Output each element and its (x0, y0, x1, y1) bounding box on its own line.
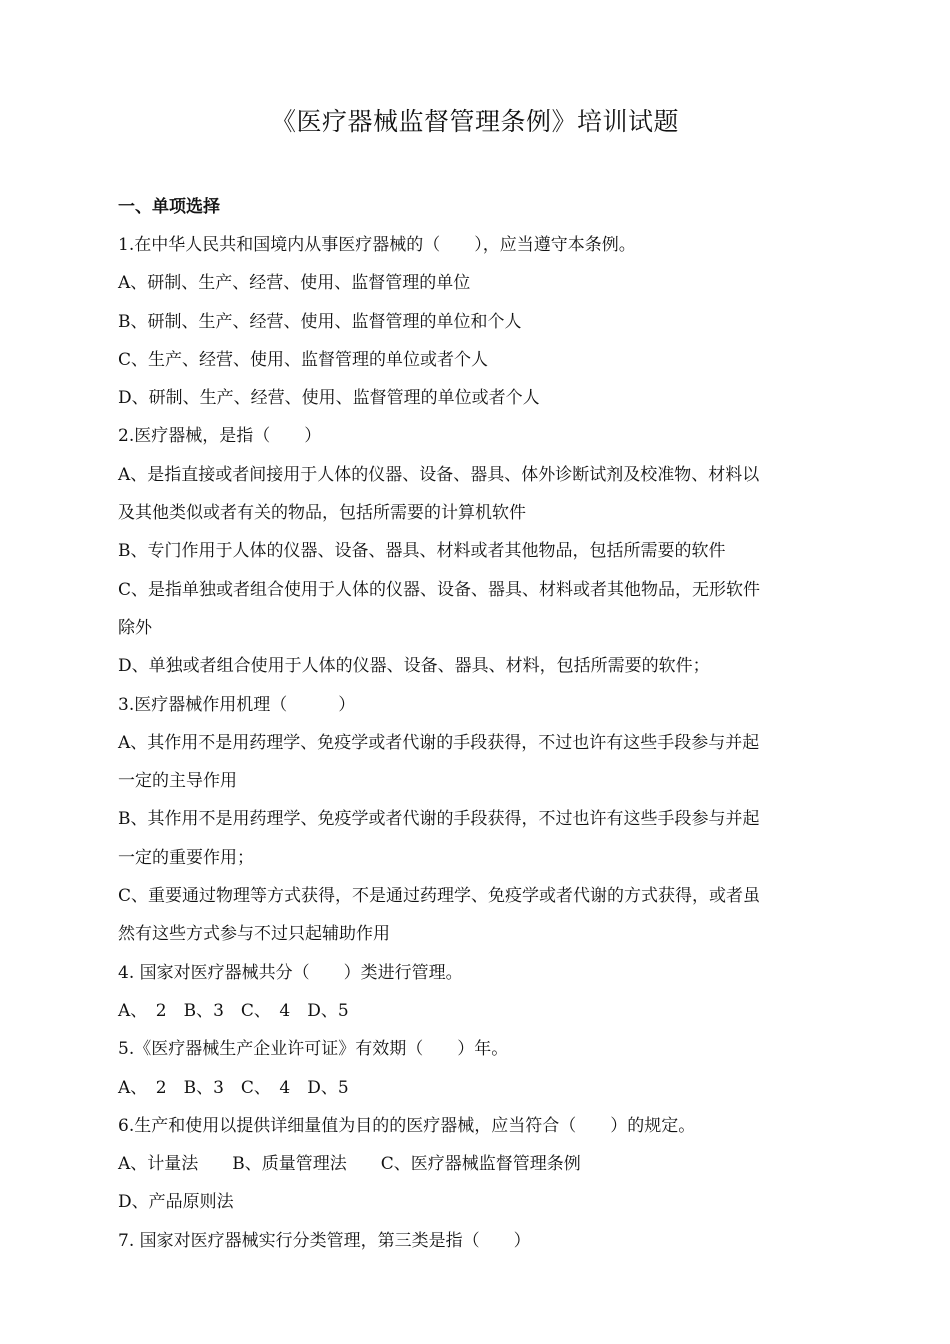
question-2-option-a-line-1: A、是指直接或者间接用于人体的仪器、设备、器具、体外诊断试剂及校准物、材料以 (118, 464, 760, 485)
question-2-option-c-line-1: C、是指单独或者组合使用于人体的仪器、设备、器具、材料或者其他物品，无形软件 (118, 579, 761, 600)
question-2-option-d: D、单独或者组合使用于人体的仪器、设备、器具、材料，包括所需要的软件； (118, 656, 710, 677)
question-1: 1.在中华人民共和国境内从事医疗器械的（ ），应当遵守本条例。 (118, 235, 636, 255)
question-6: 6.生产和使用以提供详细量值为目的的医疗器械，应当符合（ ）的规定。 (118, 1115, 696, 1136)
question-5-options: A、 2 B、3 C、 4 D、5 (118, 1077, 349, 1098)
question-7: 7. 国家对医疗器械实行分类管理，第三类是指（ ） (118, 1230, 531, 1251)
question-1-option-d: D、研制、生产、经营、使用、监督管理的单位或者个人 (118, 388, 540, 409)
question-1-option-b: B、研制、生产、经营、使用、监督管理的单位和个人 (118, 311, 522, 332)
question-1-option-a: A、研制、生产、经营、使用、监督管理的单位 (118, 273, 471, 294)
question-3-option-b-line-2: 一定的重要作用； (118, 847, 254, 868)
question-3-option-a-line-1: A、其作用不是用药理学、免疫学或者代谢的手段获得，不过也许有这些手段参与并起 (118, 732, 760, 753)
question-3: 3.医疗器械作用机理（ ） (118, 694, 356, 715)
question-3-option-c-line-1: C、重要通过物理等方式获得，不是通过药理学、免疫学或者代谢的方式获得，或者虽 (118, 886, 761, 907)
question-6-option-d: D、产品原则法 (118, 1192, 234, 1213)
question-4: 4. 国家对医疗器械共分（ ）类进行管理。 (118, 962, 463, 983)
question-3-option-c-line-2: 然有这些方式参与不过只起辅助作用 (118, 924, 390, 945)
question-2-option-c-line-2: 除外 (118, 617, 152, 638)
question-6-options-abc: A、计量法 B、质量管理法 C、医疗器械监督管理条例 (118, 1154, 581, 1175)
question-2-option-a-line-2: 及其他类似或者有关的物品，包括所需要的计算机软件 (118, 503, 526, 524)
question-1-option-c: C、生产、经营、使用、监督管理的单位或者个人 (118, 349, 489, 370)
question-4-options: A、 2 B、3 C、 4 D、5 (118, 1000, 349, 1021)
section-heading: 一、单项选择 (118, 197, 220, 217)
document-title: 《医疗器械监督管理条例》培训试题 (270, 107, 679, 136)
question-2-option-b: B、专门作用于人体的仪器、设备、器具、材料或者其他物品，包括所需要的软件 (118, 541, 726, 562)
question-5: 5.《医疗器械生产企业许可证》有效期（ ）年。 (118, 1039, 509, 1060)
question-3-option-a-line-2: 一定的主导作用 (118, 771, 237, 792)
question-2: 2.医疗器械，是指（ ） (118, 426, 322, 447)
question-3-option-b-line-1: B、其作用不是用药理学、免疫学或者代谢的手段获得，不过也许有这些手段参与并起 (118, 809, 760, 830)
document-body (118, 188, 838, 1260)
